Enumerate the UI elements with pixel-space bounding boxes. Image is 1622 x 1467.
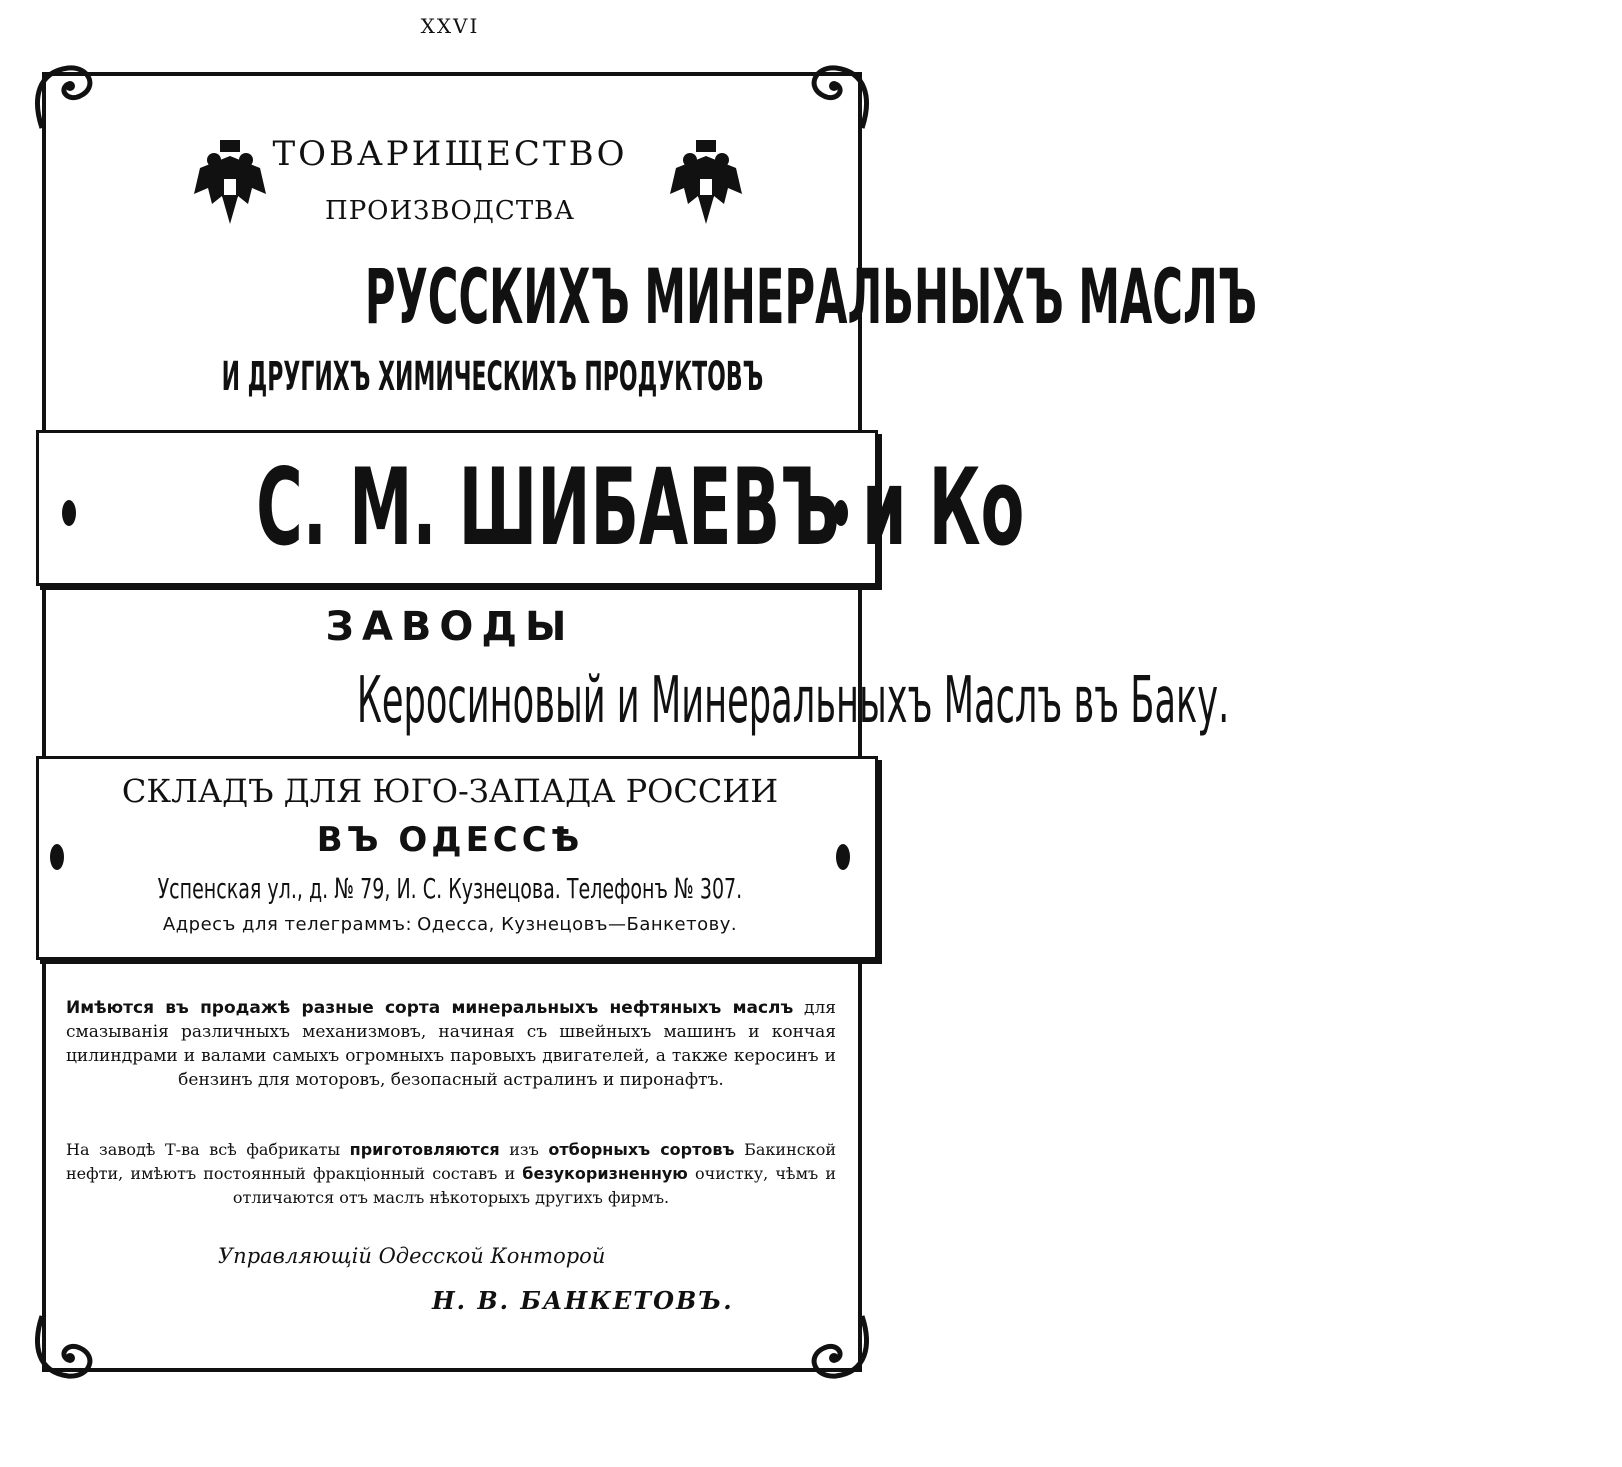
signature-name: Н. В. БАНКЕТОВЪ. xyxy=(432,1286,734,1315)
header-line3: РУССКИХЪ МИНЕРАЛЬНЫХЪ МАСЛЪ xyxy=(364,252,1257,341)
page-number: XXVI xyxy=(420,14,480,38)
ornament-corner-icon xyxy=(796,58,876,138)
header-line1: ТОВАРИЩЕСТВО xyxy=(272,134,628,174)
warehouse-telegram: Адресъ для телеграммъ: Одесса, Кузнецовъ—Банкетову. xyxy=(162,914,738,935)
warehouse-address: Успенская ул., д. № 79, И. С. Кузнецова. Телефонъ № 307. xyxy=(157,872,743,905)
ornament-corner-icon xyxy=(28,1306,108,1386)
body-paragraph-2: На заводѣ Т-ва всѣ фабрикаты приготовляются изъ отборныхъ сортовъ Бакинской нефти, имѣютъ постоянный фракціонный составъ и безукоризненную очистку, чѣмъ и отличаются отъ маслъ нѣкоторыхъ другихъ фирмъ. xyxy=(66,1140,837,1207)
plants-subtitle: Керосиновый и Минеральныхъ Маслъ въ Баку. xyxy=(356,664,1230,738)
header-line2: ПРОИЗВОДСТВА xyxy=(325,196,575,226)
ornament-corner-icon xyxy=(28,58,108,138)
warehouse-line2: ВЪ ОДЕССѢ xyxy=(316,820,584,860)
company-name: С. М. ШИБАЕВЪ и Ко xyxy=(256,446,1025,569)
signature-title: Управляющій Одесской Конторой xyxy=(218,1244,606,1268)
warehouse-line1: СКЛАДЪ ДЛЯ ЮГО-ЗАПАДА РОССИИ xyxy=(121,772,779,810)
header-line4: И ДРУГИХЪ ХИМИЧЕСКИХЪ ПРОДУКТОВЪ xyxy=(221,354,764,400)
ornament-corner-icon xyxy=(796,1306,876,1386)
body-paragraph-1: Имѣются въ продажѣ разные сорта минеральныхъ нефтяныхъ маслъ для смазыванія различныхъ механизмовъ, начиная съ швейныхъ машинъ и кончая цилиндрами и валами самыхъ огромныхъ паровыхъ двигателей, а также керосинъ и бензинъ для моторовъ, безопасный астралинъ и пиронафтъ. xyxy=(66,998,836,1090)
plants-title: ЗАВОДЫ xyxy=(325,604,575,650)
